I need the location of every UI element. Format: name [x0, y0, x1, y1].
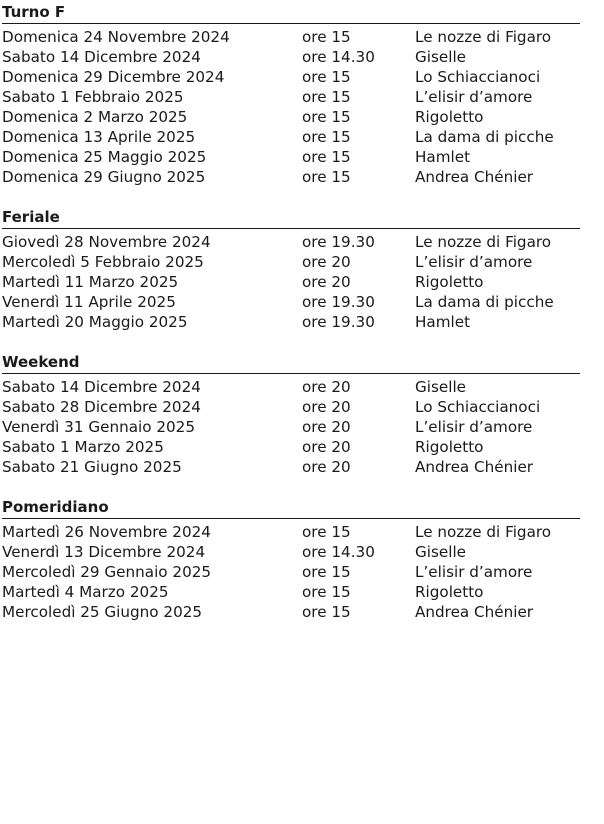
performance-date: Venerdì 11 Aprile 2025 [2, 293, 176, 311]
performance-title: Giselle [415, 48, 467, 66]
performance-time: ore 15 [302, 583, 351, 601]
performance-date: Domenica 24 Novembre 2024 [2, 28, 230, 46]
performance-date: Venerdì 31 Gennaio 2025 [2, 418, 196, 436]
performance-time: ore 20 [302, 273, 351, 291]
performance-date: Mercoledì 5 Febbraio 2025 [2, 253, 204, 271]
performance-time: ore 15 [302, 523, 351, 541]
performance-row [2, 562, 580, 582]
performance-row [2, 87, 580, 107]
performance-date: Martedì 20 Maggio 2025 [2, 313, 188, 331]
performance-time: ore 14.30 [302, 543, 375, 561]
performance-date: Venerdì 13 Dicembre 2024 [2, 543, 206, 561]
performance-title: Andrea Chénier [415, 168, 534, 186]
schedule-section [2, 352, 580, 477]
section-divider [2, 373, 580, 374]
section-title: Pomeridiano [2, 498, 109, 516]
performance-row [2, 47, 580, 67]
performance-title: Andrea Chénier [415, 603, 534, 621]
performance-title: La dama di picche [415, 293, 554, 311]
performance-date: Domenica 29 Giugno 2025 [2, 168, 206, 186]
performance-row [2, 147, 580, 167]
performance-time: ore 20 [302, 438, 351, 456]
performance-row [2, 27, 580, 47]
performance-title: L’elisir d’amore [415, 88, 533, 106]
performance-date: Sabato 14 Dicembre 2024 [2, 378, 201, 396]
section-divider [2, 23, 580, 24]
performance-time: ore 20 [302, 458, 351, 476]
performance-time: ore 15 [302, 108, 351, 126]
performance-row [2, 457, 580, 477]
performance-date: Sabato 14 Dicembre 2024 [2, 48, 201, 66]
performance-time: ore 15 [302, 68, 351, 86]
performance-date: Domenica 13 Aprile 2025 [2, 128, 196, 146]
performance-row [2, 397, 580, 417]
performance-time: ore 15 [302, 28, 351, 46]
performance-title: Rigoletto [415, 273, 484, 291]
performance-time: ore 15 [302, 148, 351, 166]
performance-title: Rigoletto [415, 583, 484, 601]
section-title: Turno F [2, 3, 66, 21]
performance-time: ore 15 [302, 88, 351, 106]
performance-title: Le nozze di Figaro [415, 233, 552, 251]
section-title: Feriale [2, 208, 60, 226]
performance-date: Giovedì 28 Novembre 2024 [2, 233, 211, 251]
performance-title: Lo Schiaccianoci [415, 398, 541, 416]
performance-row [2, 312, 580, 332]
performance-time: ore 15 [302, 603, 351, 621]
performance-row [2, 167, 580, 187]
performance-title: L’elisir d’amore [415, 563, 533, 581]
performance-date: Martedì 26 Novembre 2024 [2, 523, 211, 541]
performance-date: Domenica 25 Maggio 2025 [2, 148, 207, 166]
performance-row [2, 252, 580, 272]
performance-title: Lo Schiaccianoci [415, 68, 541, 86]
performance-time: ore 20 [302, 253, 351, 271]
performance-row [2, 272, 580, 292]
performance-title: L’elisir d’amore [415, 418, 533, 436]
performance-date: Sabato 1 Marzo 2025 [2, 438, 164, 456]
performance-title: Giselle [415, 543, 467, 561]
schedule-section [2, 2, 580, 187]
performance-row [2, 542, 580, 562]
performance-date: Mercoledì 29 Gennaio 2025 [2, 563, 212, 581]
section-divider [2, 518, 580, 519]
performance-time: ore 15 [302, 563, 351, 581]
performance-row [2, 127, 580, 147]
performance-date: Martedì 11 Marzo 2025 [2, 273, 179, 291]
performance-date: Mercoledì 25 Giugno 2025 [2, 603, 203, 621]
performance-time: ore 19.30 [302, 313, 375, 331]
section-title: Weekend [2, 353, 80, 371]
performance-date: Sabato 1 Febbraio 2025 [2, 88, 184, 106]
performance-title: L’elisir d’amore [415, 253, 533, 271]
performance-date: Domenica 29 Dicembre 2024 [2, 68, 225, 86]
performance-date: Domenica 2 Marzo 2025 [2, 108, 188, 126]
performance-title: La dama di picche [415, 128, 554, 146]
performance-time: ore 20 [302, 378, 351, 396]
performance-title: Le nozze di Figaro [415, 28, 552, 46]
performance-title: Hamlet [415, 148, 471, 166]
performance-row [2, 582, 580, 602]
performance-date: Sabato 28 Dicembre 2024 [2, 398, 201, 416]
performance-time: ore 19.30 [302, 293, 375, 311]
performance-date: Martedì 4 Marzo 2025 [2, 583, 169, 601]
performance-title: Rigoletto [415, 438, 484, 456]
section-divider [2, 228, 580, 229]
performance-time: ore 20 [302, 418, 351, 436]
performance-row [2, 522, 580, 542]
performance-time: ore 15 [302, 168, 351, 186]
performance-title: Rigoletto [415, 108, 484, 126]
performance-time: ore 14.30 [302, 48, 375, 66]
performance-title: Hamlet [415, 313, 471, 331]
performance-time: ore 15 [302, 128, 351, 146]
schedule-section [2, 497, 580, 622]
performance-title: Giselle [415, 378, 467, 396]
performance-row [2, 417, 580, 437]
performance-row [2, 67, 580, 87]
performance-time: ore 19.30 [302, 233, 375, 251]
performance-row [2, 437, 580, 457]
performance-title: Le nozze di Figaro [415, 523, 552, 541]
performance-row [2, 602, 580, 622]
performance-date: Sabato 21 Giugno 2025 [2, 458, 182, 476]
schedule-section [2, 207, 580, 332]
performance-title: Andrea Chénier [415, 458, 534, 476]
performance-time: ore 20 [302, 398, 351, 416]
performance-row [2, 232, 580, 252]
performance-row [2, 107, 580, 127]
performance-row [2, 377, 580, 397]
performance-row [2, 292, 580, 312]
